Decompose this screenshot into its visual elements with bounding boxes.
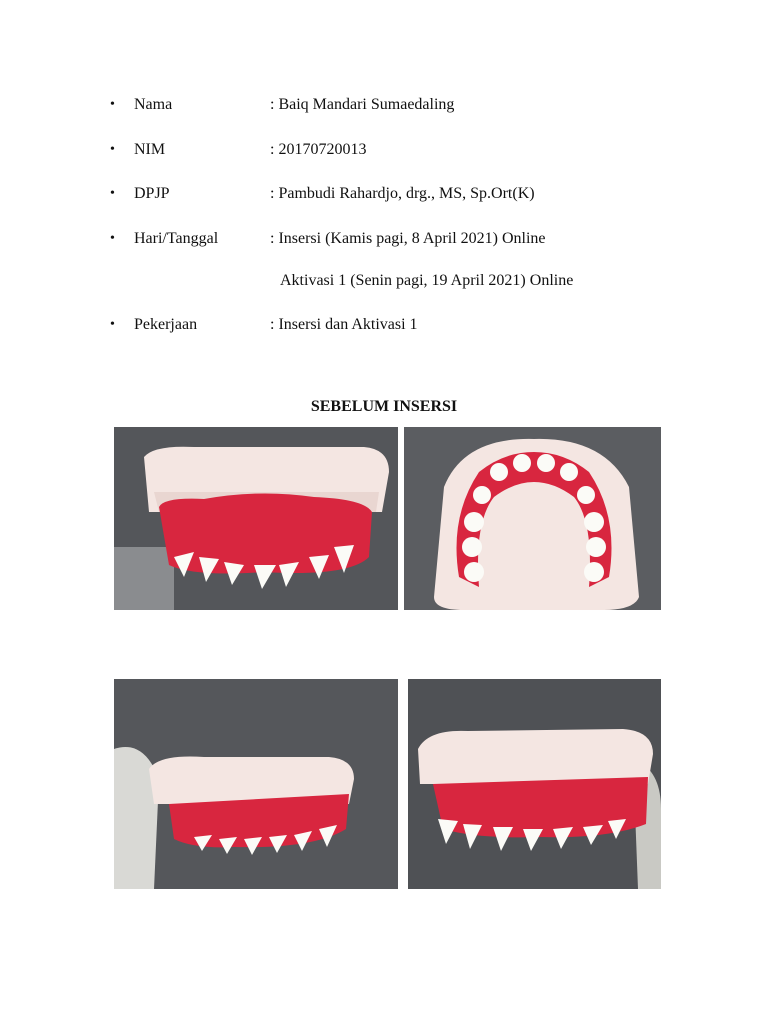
info-label: NIM: [134, 141, 166, 158]
bullet-icon: •: [110, 186, 115, 201]
dental-model-frontal-photo: [114, 427, 398, 610]
dental-model-right-lateral-photo: [114, 679, 398, 889]
bullet-icon: •: [110, 142, 115, 157]
date-continuation: Aktivasi 1 (Senin pagi, 19 April 2021) Online: [280, 272, 574, 289]
info-value: : Pambudi Rahardjo, drg., MS, Sp.Ort(K): [270, 185, 535, 202]
info-row-nama: [110, 95, 454, 115]
info-label: Pekerjaan: [134, 316, 198, 333]
info-label: Nama: [134, 96, 173, 113]
dental-model-left-lateral-photo: [408, 679, 661, 889]
info-value: : Baiq Mandari Sumaedaling: [270, 96, 455, 113]
info-label: Hari/Tanggal: [134, 230, 219, 247]
info-row-nim: [110, 140, 366, 160]
section-heading: SEBELUM INSERSI: [310, 398, 458, 415]
info-value: : Insersi dan Aktivasi 1: [270, 316, 418, 333]
info-value: : Insersi (Kamis pagi, 8 April 2021) Online: [270, 230, 546, 247]
info-value: : 20170720013: [270, 141, 367, 158]
info-row-dpjp: [110, 184, 535, 204]
info-row-pekerjaan: [110, 315, 418, 335]
bullet-icon: •: [110, 97, 115, 112]
bullet-icon: •: [110, 317, 115, 332]
info-row-hari-tanggal: [110, 229, 546, 249]
info-label: DPJP: [134, 185, 170, 202]
dental-model-occlusal-photo: [404, 427, 661, 610]
bullet-icon: •: [110, 231, 115, 246]
